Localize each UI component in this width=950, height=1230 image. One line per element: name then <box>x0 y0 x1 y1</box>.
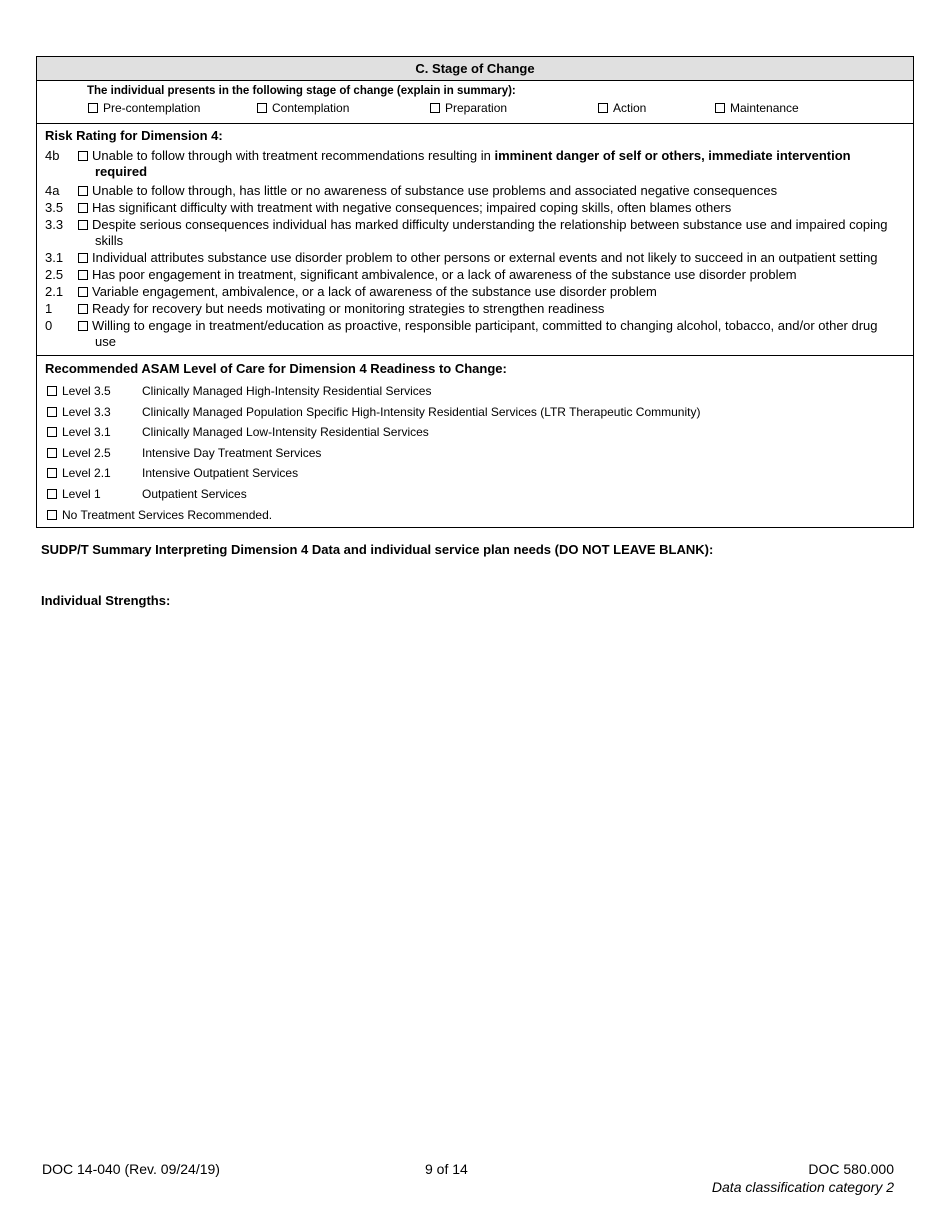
checkbox-icon[interactable] <box>47 468 57 478</box>
risk-code: 3.1 <box>45 250 64 265</box>
level-label: Level 1 <box>62 486 101 501</box>
stage-option-maintenance[interactable]: Maintenance <box>715 100 799 117</box>
level-row-2-5[interactable] <box>37 443 913 464</box>
policy-number: DOC 580.000 <box>808 1161 894 1177</box>
level-description: Clinically Managed Low-Intensity Residential Services <box>142 425 429 440</box>
risk-row-4b <box>37 148 913 180</box>
section-title: C. Stage of Change <box>37 57 913 81</box>
level-label: Level 2.5 <box>62 445 111 460</box>
level-description: Intensive Day Treatment Services <box>142 445 322 460</box>
risk-row-3-1 <box>37 250 913 266</box>
checkbox-icon[interactable] <box>78 270 88 280</box>
risk-rating-section <box>37 124 913 356</box>
checkbox-icon[interactable] <box>78 304 88 314</box>
checkbox-icon[interactable] <box>78 186 88 196</box>
risk-code: 3.3 <box>45 217 64 232</box>
checkbox-icon[interactable] <box>257 103 267 113</box>
risk-code: 2.5 <box>45 267 64 282</box>
risk-text: Variable engagement, ambivalence, or a lack of awareness of the substance use disorder problem <box>92 284 657 299</box>
risk-text: Ready for recovery but needs motivating or monitoring strategies to strengthen readiness <box>92 301 605 316</box>
risk-code: 0 <box>45 318 53 333</box>
checkbox-icon[interactable] <box>47 407 57 417</box>
risk-text: Has significant difficulty with treatment with negative consequences; impaired coping skills, often blames others <box>92 200 732 215</box>
checkbox-icon[interactable] <box>598 103 608 113</box>
level-label: Level 3.5 <box>62 384 111 398</box>
risk-text: Willing to engage in treatment/education as proactive, responsible participant, committed to changing alcohol, tobacco, and/or other drug use <box>92 318 878 349</box>
risk-code: 1 <box>45 301 53 316</box>
risk-text: Individual attributes substance use disorder problem to other persons or external events and not likely to succeed in an outpatient setting <box>92 250 878 265</box>
risk-row-1 <box>37 301 913 317</box>
checkbox-icon[interactable] <box>47 386 57 396</box>
stage-option-preparation[interactable]: Preparation <box>430 100 507 117</box>
level-row-1[interactable] <box>37 484 913 505</box>
level-label: Level 3.3 <box>62 404 111 419</box>
checkbox-icon[interactable] <box>47 489 57 499</box>
risk-rating-title: Risk Rating for Dimension 4: <box>45 128 223 143</box>
stage-option-contemplation[interactable]: Contemplation <box>257 100 349 117</box>
checkbox-icon[interactable] <box>78 203 88 213</box>
level-label: Level 3.1 <box>62 425 111 440</box>
stage-selection <box>37 81 913 124</box>
page-number: 9 of 14 <box>425 1161 468 1177</box>
checkbox-icon[interactable] <box>715 103 725 113</box>
checkbox-icon[interactable] <box>78 253 88 263</box>
risk-row-2-5 <box>37 267 913 283</box>
risk-code: 4b <box>45 148 60 163</box>
stage-prompt: The individual presents in the following stage of change (explain in summary): <box>87 85 516 97</box>
level-label: No Treatment Services Recommended. <box>62 507 273 522</box>
risk-row-3-5 <box>37 200 913 216</box>
level-description: Outpatient Services <box>142 486 247 501</box>
level-label: Level 2.1 <box>62 466 111 481</box>
level-of-care-title: Recommended ASAM Level of Care for Dimension 4 Readiness to Change: <box>45 361 507 376</box>
stage-options <box>87 99 913 116</box>
risk-code: 3.5 <box>45 200 64 215</box>
risk-text: Has poor engagement in treatment, significant ambivalence, or a lack of awareness of the substance use disorder problem <box>92 267 797 282</box>
level-row-3-3[interactable] <box>37 402 913 423</box>
risk-text: Unable to follow through, has little or no awareness of substance use problems and associated negative consequences <box>92 183 778 198</box>
form-number: DOC 14-040 (Rev. 09/24/19) <box>42 1161 220 1177</box>
stage-of-change-form <box>36 56 914 528</box>
strengths-heading: Individual Strengths: <box>41 593 171 608</box>
level-description: Clinically Managed Population Specific High-Intensity Residential Services (LTR Therapeutic Community) <box>142 404 701 419</box>
checkbox-icon[interactable] <box>78 321 88 331</box>
level-row-2-1[interactable] <box>37 463 913 484</box>
risk-text: Despite serious consequences individual has marked difficulty understanding the relationship between substance use and impaired coping skills <box>92 217 888 248</box>
checkbox-icon[interactable] <box>47 427 57 437</box>
level-description: Clinically Managed High-Intensity Residential Services <box>142 384 432 398</box>
risk-row-2-1 <box>37 284 913 300</box>
checkbox-icon[interactable] <box>78 287 88 297</box>
level-row-no-treatment[interactable] <box>37 505 913 526</box>
risk-row-0 <box>37 318 913 350</box>
stage-option-pre-contemplation[interactable]: Pre-contemplation <box>88 100 200 117</box>
level-row-3-1[interactable] <box>37 422 913 443</box>
risk-row-3-3 <box>37 217 913 249</box>
level-description: Intensive Outpatient Services <box>142 466 299 481</box>
risk-row-4a <box>37 183 913 199</box>
data-classification: Data classification category 2 <box>711 1179 894 1195</box>
risk-code: 2.1 <box>45 284 64 299</box>
summary-heading: SUDP/T Summary Interpreting Dimension 4 Data and individual service plan needs (DO NOT LEAVE BLANK): <box>41 542 714 557</box>
level-row-3-5[interactable] <box>37 381 913 402</box>
risk-text: Unable to follow through with treatment recommendations resulting in <box>92 148 495 163</box>
checkbox-icon[interactable] <box>47 510 57 520</box>
level-of-care-section <box>37 356 913 527</box>
checkbox-icon[interactable] <box>78 220 88 230</box>
checkbox-icon[interactable] <box>430 103 440 113</box>
stage-option-action[interactable]: Action <box>598 100 646 117</box>
checkbox-icon[interactable] <box>47 448 57 458</box>
risk-text-emphasis: imminent danger of self or others, immediate intervention required <box>95 148 851 179</box>
checkbox-icon[interactable] <box>78 151 88 161</box>
risk-code: 4a <box>45 183 60 198</box>
checkbox-icon[interactable] <box>88 103 98 113</box>
